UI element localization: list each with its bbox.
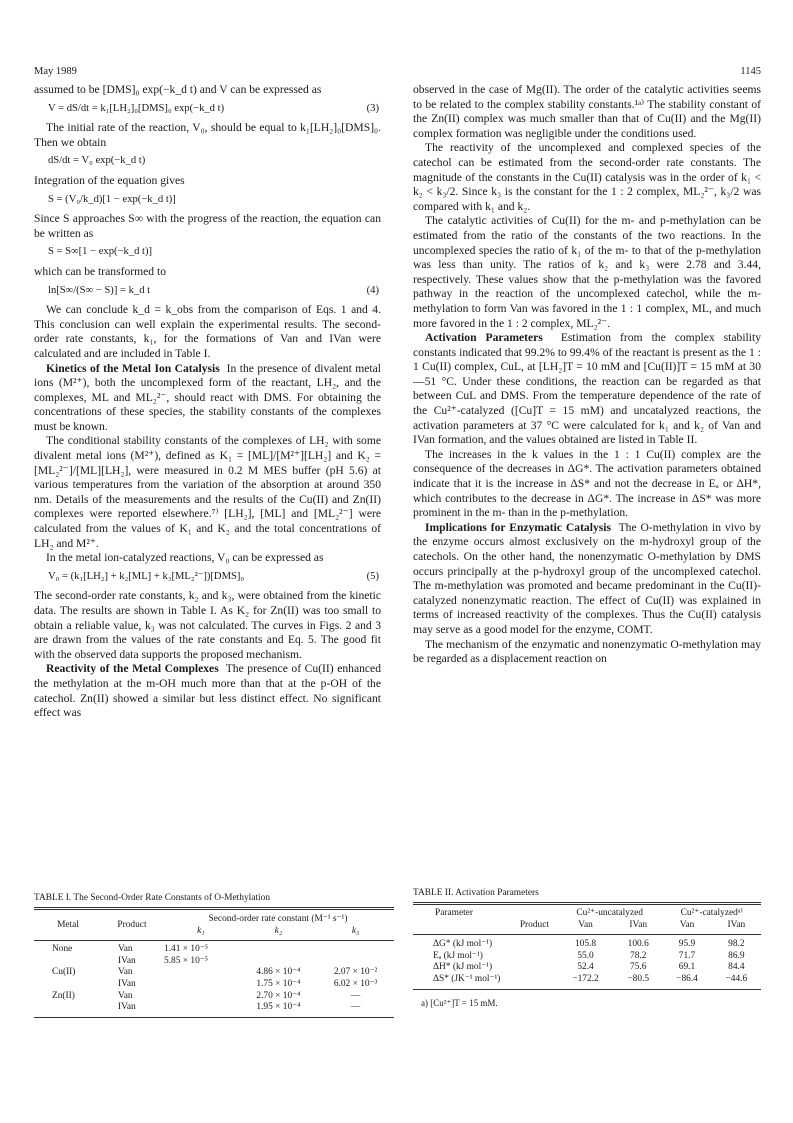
column-header: Product — [117, 919, 147, 930]
table-cell: — — [350, 990, 361, 1001]
paragraph: Implications for Enzymatic Catalysis The O-methylation in vivo by the enzyme occurs almost exclusively on the m-hydroxyl group of the catechols. On the other hand, the nonenzymatic O-methylation by DMS occurs principally at the p-hydroxyl group of the uncomplexed catechol. The m-methylation was promoted and became predominant in the Cu(II)-catalyzed nonenzymatic reaction. The effect of Cu(II) was explained in terms of increased reactivity of the complexes. Thus the Cu(II) catalysis may serve as a good model for the enzyme, COMT. — [413, 520, 761, 636]
running-header-date: May 1989 — [34, 66, 77, 77]
column-header: k₁ — [197, 925, 205, 936]
table-cell: ΔH* (kJ mol⁻¹) — [433, 962, 493, 973]
table-row — [34, 944, 394, 956]
table-cell — [317, 956, 394, 968]
column-header: Product — [519, 919, 549, 930]
table-cell: −86.4 — [676, 973, 698, 984]
table-cell: Van — [118, 944, 133, 955]
table-cell: 2.70 × 10⁻⁴ — [256, 990, 301, 1001]
table-cell: 4.86 × 10⁻⁴ — [256, 967, 301, 978]
table-cell: ΔS* (JK⁻¹ mol⁻¹) — [433, 973, 501, 984]
table-cell — [34, 979, 102, 991]
paragraph: The conditional stability constants of the complexes of LH₂ with some divalent metal ions (M²⁺), defined as K₁ = [ML]/[M²⁺][LH₂] and K₂ = [ML₂²⁻]/[ML][LH₂], were measured in 0.2 M MES buffer (pH 5.6) at various temperatures from the variation of the absorption at around 350 nm. Details of the measurements and the results of the Cu(II) and Zn(II) complexes were reported elsewhere.⁷⁾ [LH₂], [ML] and [ML₂²⁻] were calculated from the values of K₁ and K₂ and the total concentrations of LH₂ and M²⁺. — [34, 434, 381, 550]
paragraph: Kinetics of the Metal Ion Catalysis In the presence of divalent metal ions (M²⁺), both the uncomplexed form of the reactant, LH₂, and the complexes, ML and ML₂²⁻, should react with DMS. For obtaining the concentrations of these species, the stability constants of the complexes must be known. — [34, 361, 382, 433]
table-cell: 78.2 — [630, 950, 647, 961]
section-heading: Activation Parameters — [425, 331, 543, 345]
table-row — [34, 979, 394, 991]
table-row — [413, 951, 761, 963]
column-group-header: Cu²⁺-uncatalyzed — [576, 908, 643, 918]
table-cell — [162, 1002, 240, 1014]
table-cell: 1.75 × 10⁻⁴ — [256, 978, 301, 989]
column-group-header: Second-order rate constant (M⁻¹ s⁻¹) — [208, 914, 348, 924]
section-heading: Kinetics of the Metal Ion Catalysis — [46, 361, 220, 375]
table-cell: 86.9 — [728, 950, 745, 961]
table-cell: Zn(II) — [52, 990, 75, 1001]
equation: S = (V₀/k_d)[1 − exp(−k_d t)] — [48, 193, 176, 205]
paragraph: In the metal ion-catalyzed reactions, V₀ can be expressed as — [46, 551, 324, 565]
column-header: IVan — [629, 919, 648, 930]
table-cell: 1.41 × 10⁻⁵ — [164, 944, 208, 955]
paragraph: The catalytic activities of Cu(II) for the m- and p-methylation can be estimated from the ratio of the constants of the two reactions. In the uncomplexed species the ratio of k₁ of the m- to that of the p-methylation was less than unity. The ratios of k₂ and k₃ were 2.78 and 3.44, respectively. These values show that the p-methylation was the favored pathway in the reaction of the uncomplexed catechol, while the m-methylation to form Van was favored in the 1 : 1 complex, ML, and much more favored in the 1 : 2 complex, ML₂²⁻. — [413, 214, 761, 330]
column-header: Van — [578, 919, 593, 930]
column-header: Van — [679, 919, 695, 930]
column-header: k₃ — [351, 925, 360, 936]
paragraph: The mechanism of the enzymatic and nonenzymatic O-methylation may be regarded as a displacement reaction on — [413, 637, 761, 666]
table-row — [34, 1002, 394, 1014]
table-caption: TABLE II. Activation Parameters — [413, 888, 539, 898]
paragraph: observed in the case of Mg(II). The order of the catalytic activities seems to be related to the complex stability constants.¹ᵃ⁾ The stability constant of the Zn(II) complex was much smaller than that of Cu(II) and the Mg(II) complex formation was negligible under the conditions used. — [413, 83, 761, 140]
table-cell — [240, 956, 318, 968]
equation: S = S∞[1 − exp(−k_d t)] — [48, 246, 153, 258]
table-cell: 5.85 × 10⁻⁵ — [164, 955, 208, 966]
table-caption: TABLE I. The Second-Order Rate Constants of O-Methylation — [34, 893, 271, 903]
table-cell: Van — [118, 990, 133, 1001]
table-2 — [413, 888, 761, 1009]
paragraph: Activation Parameters Estimation from the complex stability constants indicated that 99.2% to 99.4% of the reactant is present as the 1 : 1 Cu(II) complex, CuL, at [LH₂]T = 10 mM and [Cu(II)]T = 15 mM at 30—51 °C. Under these conditions, the reaction can be regarded as that between CuL and DMS. From the temperature dependence of the rate of the Cu²⁺-catalyzed ([Cu]T = 15 mM) and uncatalyzed reactions, the activation parameters at 37 °C were calculated for k₁ and k₂ of Van and IVan formation, and the values obtained are listed in Table II. — [413, 331, 762, 447]
section-heading: Implications for Enzymatic Catalysis — [425, 520, 611, 534]
table-cell: 105.8 — [574, 939, 597, 950]
paragraph: Integration of the equation gives — [34, 173, 185, 187]
paragraph: The initial rate of the reaction, V₀, should be equal to k₁[LH₂]₀[DMS]₀. Then we obtain — [34, 121, 381, 149]
paragraph: The increases in the k values in the 1 : 1 Cu(II) complex are the consequence of the decreases in ΔG*. The activation parameters obtained indicate that it is the increase in ΔS* and not the decrease in Eₐ or ΔH*, which contributes to the decrease in ΔG*. The increase in ΔS* was more prominent in the m- than in the p-methylation. — [413, 447, 761, 520]
table-cell: IVan — [118, 955, 136, 966]
column-header: Parameter — [435, 908, 473, 918]
paragraph: Since S approaches S∞ with the progress of the reaction, the equation can be written as — [34, 212, 381, 240]
table-cell: 98.2 — [728, 939, 745, 950]
equation-5: V₀ = (k₁[LH₂] + k₂[ML] + k₃[ML₂²⁻])[DMS]₀ (5) — [48, 570, 379, 582]
column-header: IVan — [727, 919, 746, 930]
table-footnote: a) [Cu²⁺]T = 15 mM. — [421, 997, 498, 1008]
table-cell: −80.5 — [627, 973, 650, 984]
table-cell — [162, 979, 240, 991]
paragraph: We can conclude k_d = k_obs from the comparison of Eqs. 1 and 4. This conclusion can well explain the experimental results. The second-order rate constants, k₁, for the formations of Van and IVan were calculated and are included in Table I. — [34, 303, 381, 360]
paragraph: Reactivity of the Metal Complexes The presence of Cu(II) enhanced the methylation at the m-OH much more than that at the p-OH of the catechol. Zn(II) showed a similar but less distinct effect. No significant effect was — [34, 662, 381, 720]
table-cell: Cu(II) — [52, 967, 76, 978]
table-cell: 71.7 — [678, 950, 696, 961]
table-cell: — — [350, 1002, 361, 1013]
paragraph: assumed to be [DMS]₀ exp(−k_d t) and V can be expressed as — [34, 83, 322, 96]
table-row — [413, 974, 761, 986]
table-cell: 95.9 — [678, 939, 696, 950]
table-row — [34, 967, 394, 979]
paragraph: The second-order rate constants, k₂ and k₃, were obtained from the kinetic data. The results are shown in Table I. As K₂ for Zn(II) was too small to obtain a reliable value, k₃ was not calculated. The curves in Figs. 2 and 3 are drawn from the values of the rate constants and Eq. 5. The good fit with the observed data supports the proposed mechanism. — [34, 589, 381, 661]
table-cell — [162, 991, 240, 1003]
table-cell: 52.4 — [577, 962, 594, 973]
table-row — [34, 991, 394, 1003]
table-cell: IVan — [118, 1002, 136, 1013]
table-cell — [240, 944, 318, 956]
table-row — [413, 962, 761, 974]
table-cell: 75.6 — [630, 962, 647, 973]
column-header: Metal — [57, 919, 79, 930]
table-cell: ΔG* (kJ mol⁻¹) — [433, 939, 493, 950]
table-cell: 55.0 — [577, 950, 594, 961]
table-cell — [317, 944, 394, 956]
page-number: 1145 — [740, 66, 761, 77]
table-cell: −44.6 — [725, 973, 748, 984]
rate-constant-table — [34, 910, 394, 1018]
table-cell: 100.6 — [627, 939, 649, 950]
left-column — [34, 83, 381, 721]
column-group-header: Cu²⁺-catalyzedᵃ⁾ — [680, 908, 743, 918]
activation-parameter-table — [413, 905, 761, 990]
table-cell — [34, 1002, 102, 1014]
paragraph: which can be transformed to — [34, 264, 166, 278]
table-cell: Eₐ (kJ mol⁻¹) — [433, 950, 483, 961]
section-heading: Reactivity of the Metal Complexes — [46, 662, 219, 676]
table-cell: 6.02 × 10⁻³ — [333, 978, 378, 989]
table-row — [413, 939, 761, 951]
table-cell: Van — [118, 967, 133, 978]
table-cell: 69.1 — [678, 962, 696, 973]
paragraph: The reactivity of the uncomplexed and complexed species of the catechol can be estimated from the second-order rate constants. The magnitude of the constants in the Cu(II) catalysis was in the order of k₁ < k₂ < k₃/2. Since k₃ is the constant for the 1 : 2 complex, ML₂²⁻, k₃/2 was compared with k₁ and k₂. — [413, 141, 761, 213]
right-column — [413, 83, 761, 667]
equation: dS/dt = V₀ exp(−k_d t) — [48, 155, 146, 167]
table-cell: 1.95 × 10⁻⁴ — [256, 1002, 301, 1013]
table-cell: 2.07 × 10⁻² — [333, 967, 378, 978]
table-cell: None — [52, 944, 73, 955]
table-cell — [34, 956, 102, 968]
table-row — [34, 956, 394, 968]
column-header: k₂ — [274, 925, 283, 936]
table-cell: IVan — [118, 978, 136, 989]
equation-3: V = dS/dt = k₁[LH₂]₀[DMS]₀ exp(−k_d t) (3) — [48, 102, 379, 114]
table-1 — [34, 893, 394, 1018]
equation-4: ln[S∞/(S∞ − S)] = k_d t (4) — [48, 284, 379, 296]
table-cell: −172.2 — [572, 973, 599, 984]
table-cell: 84.4 — [728, 962, 745, 973]
table-cell — [162, 967, 240, 979]
